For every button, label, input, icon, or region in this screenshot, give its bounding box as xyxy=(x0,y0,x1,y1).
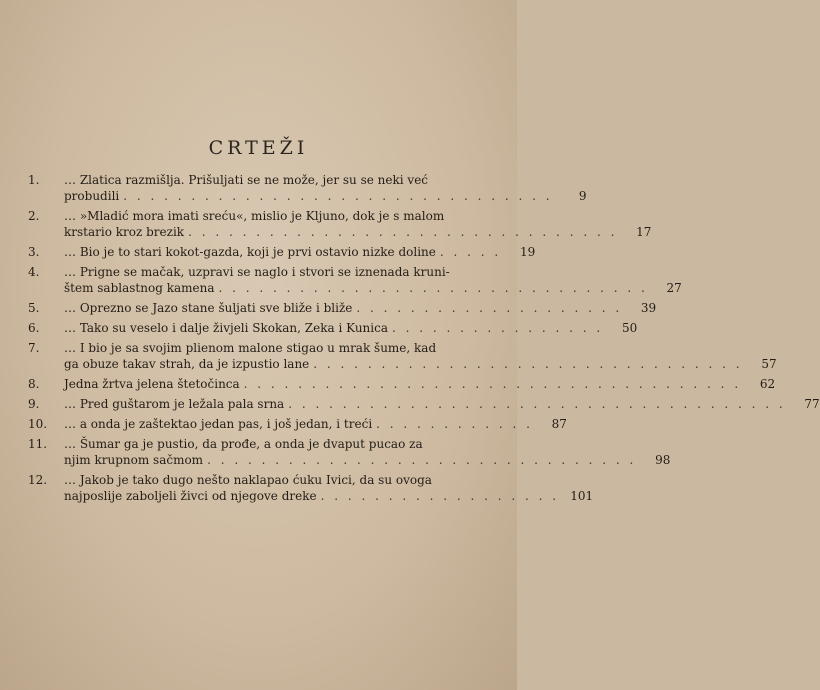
page-number: 9 xyxy=(578,189,587,203)
leader-dots: . . . . . . . . . . . . . . . . . . . . xyxy=(356,301,623,315)
list-item xyxy=(28,320,638,336)
entry-text: … Pred guštarom je ležala pala srna xyxy=(64,397,285,411)
entry-text: … Zlatica razmišlja. Prišuljati se ne može, jer su se neki već xyxy=(64,173,429,187)
entry-text: … Tako su veselo i dalje živjeli Skokan, Zeka i Kunica xyxy=(64,321,388,335)
list-item xyxy=(28,436,671,468)
entry-number: 5. xyxy=(28,301,40,315)
entry-number: 1. xyxy=(28,173,40,187)
entry-number: 4. xyxy=(28,265,40,279)
entry-text: … »Mladić mora imati sreću«, mislio je Kljuno, dok je s malom xyxy=(64,209,445,223)
page-number: 62 xyxy=(759,377,776,391)
entry-number: 3. xyxy=(28,245,40,259)
entry-text-continued: najposlije zaboljeli živci od njegove dreke xyxy=(64,489,317,503)
list-item xyxy=(28,416,567,432)
list-item xyxy=(28,376,776,392)
page-number: 57 xyxy=(761,357,777,371)
entry-number: 8. xyxy=(28,377,40,391)
page-number: 77 xyxy=(804,397,820,411)
leader-dots: . . . . . . . . . . . . . . . . . . xyxy=(320,489,560,503)
leader-dots: . . . . . . . . . . . . . . . . . . . . . . . . . . . . . . . . xyxy=(313,357,743,371)
leader-dots: . . . . . . . . . . . . . . . . xyxy=(392,321,604,335)
page-number: 19 xyxy=(519,245,536,259)
leader-dots: . . . . . . . . . . . . . . . . . . . . . . . . . . . . . . . . xyxy=(188,225,618,239)
entry-text-continued: probudili xyxy=(64,189,120,203)
page-number: 39 xyxy=(640,301,657,315)
entry-number: 9. xyxy=(28,397,40,411)
list-item xyxy=(28,396,820,412)
entry-text: Jedna žrtva jelena štetočinca xyxy=(64,377,240,391)
entry-number: 10. xyxy=(28,417,48,431)
leader-dots: . . . . . . . . . . . . . . . . . . . . . . . . . . . . . . . . . . . . . xyxy=(243,377,742,391)
leader-dots: . . . . . xyxy=(439,245,502,259)
page-number: 87 xyxy=(551,417,567,431)
entry-number: 7. xyxy=(28,341,40,355)
page-number: 98 xyxy=(655,453,671,467)
list-item xyxy=(28,264,682,296)
page-number: 50 xyxy=(621,321,638,335)
list-item xyxy=(28,472,594,504)
page-number: 27 xyxy=(666,281,682,295)
entry-number: 12. xyxy=(28,473,48,487)
leader-dots: . . . . . . . . . . . . . . . . . . . . . . . . . . . . . . . . . . . . . xyxy=(288,397,786,411)
entry-text: … Jakob je tako dugo nešto naklapao ćuku Ivici, da su ovoga xyxy=(64,473,432,487)
leader-dots: . . . . . . . . . . . . . . . . . . . . . . . . . . . . . . . . xyxy=(207,453,637,467)
entry-text-continued: njim krupnom sačmom xyxy=(64,453,204,467)
page-title: CRTEŽI xyxy=(208,137,309,159)
entry-number: 2. xyxy=(28,209,40,223)
entry-text: … Šumar ga je pustio, da prođe, a onda je dvaput pucao za xyxy=(64,437,423,451)
entry-text: … Bio je to stari kokot-gazda, koji je prvi ostavio nizke doline xyxy=(64,245,436,259)
entry-text-continued: krstario kroz brezik xyxy=(64,225,185,239)
list-item xyxy=(28,340,777,372)
illustrations-list xyxy=(28,172,820,508)
entry-text-continued: štem sablastnog kamena xyxy=(64,281,215,295)
leader-dots: . . . . . . . . . . . . . . . . . . . . . . . . . . . . . . . . xyxy=(123,189,553,203)
entry-number: 11. xyxy=(28,437,48,451)
page-number: 101 xyxy=(570,489,594,503)
entry-text: … I bio je sa svojim plienom malone stigao u mrak šume, kad xyxy=(64,341,437,355)
entry-number: 6. xyxy=(28,321,40,335)
entry-text: … Oprezno se Jazo stane šuljati sve bliže i bliže xyxy=(64,301,353,315)
list-item xyxy=(28,208,652,240)
entry-text: … a onda je zaštektao jedan pas, i još jedan, i treći xyxy=(64,417,373,431)
entry-text: … Prigne se mačak, uzpravi se naglo i stvori se iznenada kruni- xyxy=(64,265,450,279)
list-item xyxy=(28,172,587,204)
list-item xyxy=(28,300,657,316)
leader-dots: . . . . . . . . . . . . . . . . . . . . . . . . . . . . . . . . xyxy=(218,281,648,295)
page-number: 17 xyxy=(636,225,652,239)
leader-dots: . . . . . . . . . . . . xyxy=(376,417,533,431)
entry-text-continued: ga obuze takav strah, da je izpustio lane xyxy=(64,357,310,371)
list-item xyxy=(28,244,536,260)
